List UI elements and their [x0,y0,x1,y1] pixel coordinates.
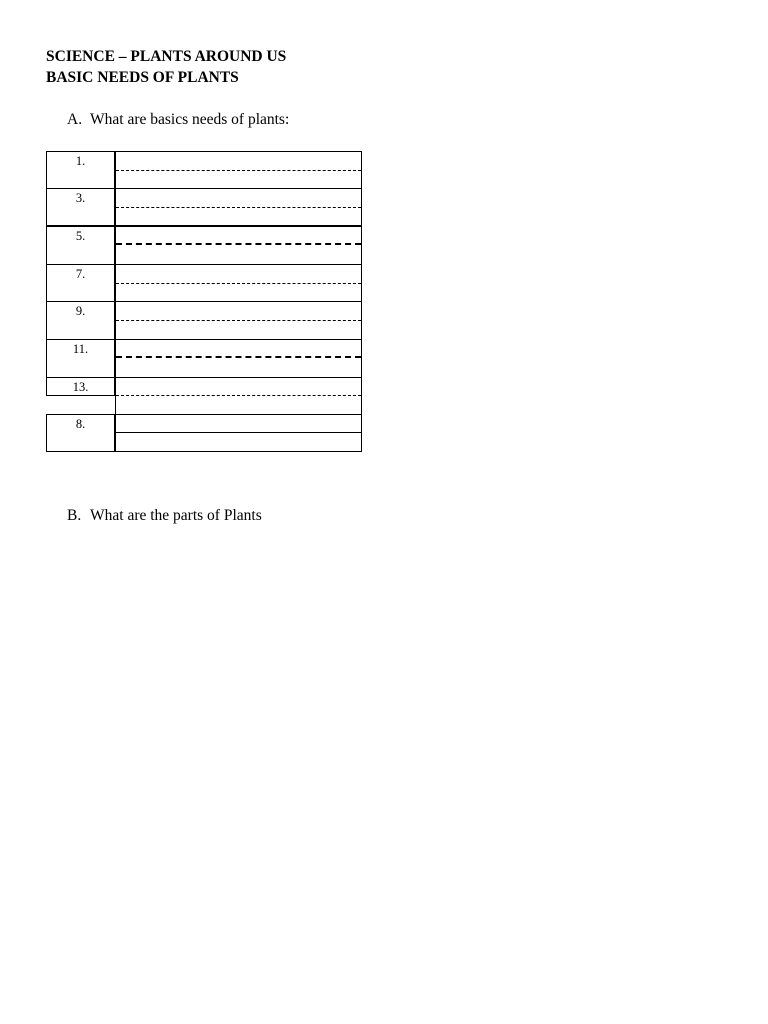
row-number: 1. [75,154,86,168]
answer-cell[interactable] [115,339,362,378]
row-number: 5. [75,229,86,243]
question-a-text: What are basics needs of plants: [90,111,290,128]
worksheet-subtitle: BASIC NEEDS OF PLANTS [46,69,239,86]
row-number-cell [46,339,115,378]
row-number: 8. [75,417,86,431]
answer-guide-line [116,170,361,171]
row-number: 13. [72,380,89,394]
answer-divider-line [115,432,362,433]
row-number: 9. [75,304,86,318]
worksheet-title: SCIENCE – PLANTS AROUND US [46,48,287,65]
answer-cell[interactable] [115,377,362,415]
row-number: 3. [75,191,86,205]
answer-cell[interactable] [115,414,362,452]
row-number-cell [46,377,115,396]
row-number-cell [46,414,115,452]
row-number-cell [46,264,115,302]
answer-guide-line [116,243,361,245]
question-a-letter: A. [67,111,83,128]
answer-guide-line [116,320,361,321]
answer-cell[interactable] [115,226,362,265]
row-number-cell [46,188,115,226]
question-b [67,506,262,526]
row-number: 11. [72,342,89,356]
row-number-cell [46,226,115,265]
row-number: 7. [75,267,86,281]
question-b-text: What are the parts of Plants [90,507,262,524]
question-a [67,110,289,130]
answer-guide-line [116,207,361,208]
answer-guide-line [116,395,361,396]
answer-guide-line [116,283,361,284]
question-b-letter: B. [67,507,82,524]
row-number-cell [46,151,115,189]
row-number-cell [46,301,115,340]
answer-guide-line [116,356,361,358]
